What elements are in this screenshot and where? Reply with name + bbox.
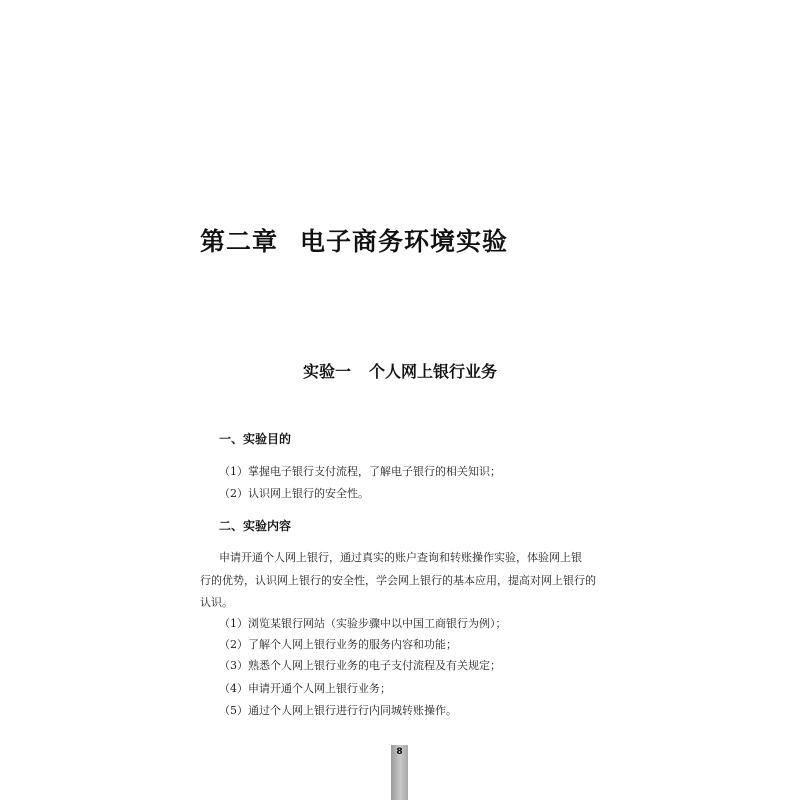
content-item-5: （5）通过个人网上银行进行行内同城转账操作。 [219,704,457,717]
content-item-4: （4）申请开通个人网上银行业务； [219,682,391,695]
experiment-title [0,359,800,382]
content-item-2: （2）了解个人网上银行业务的服务内容和功能； [219,638,457,651]
chapter-name: 电子商务环境实验 [300,227,509,256]
content-item-3: （3）熟悉个人网上银行业务的电子支付流程及有关规定； [219,659,501,672]
experiment-name: 个人网上银行业务 [369,362,498,381]
page-number: 8 [396,747,403,757]
content-paragraph-line-3: 认识。 [200,596,233,609]
section-heading-content: 二、实验内容 [219,519,292,533]
content-paragraph-line-1: 申请开通个人网上银行，通过真实的账户查询和转账操作实验，体验网上银 [219,551,582,564]
experiment-number: 实验一 [302,362,351,381]
chapter-number: 第二章 [200,227,279,256]
purpose-item-1: （1）掌握电子银行支付流程，了解电子银行的相关知识； [219,465,501,478]
chapter-title [200,222,508,258]
content-paragraph-line-2: 行的优势，认识网上银行的安全性，学会网上银行的基本应用，提高对网上银行的 [200,574,596,587]
purpose-item-2: （2）认识网上银行的安全性。 [219,487,369,500]
section-heading-purpose: 一、实验目的 [219,432,292,446]
content-item-1: （1）浏览某银行网站（实验步骤中以中国工商银行为例）； [219,617,507,630]
